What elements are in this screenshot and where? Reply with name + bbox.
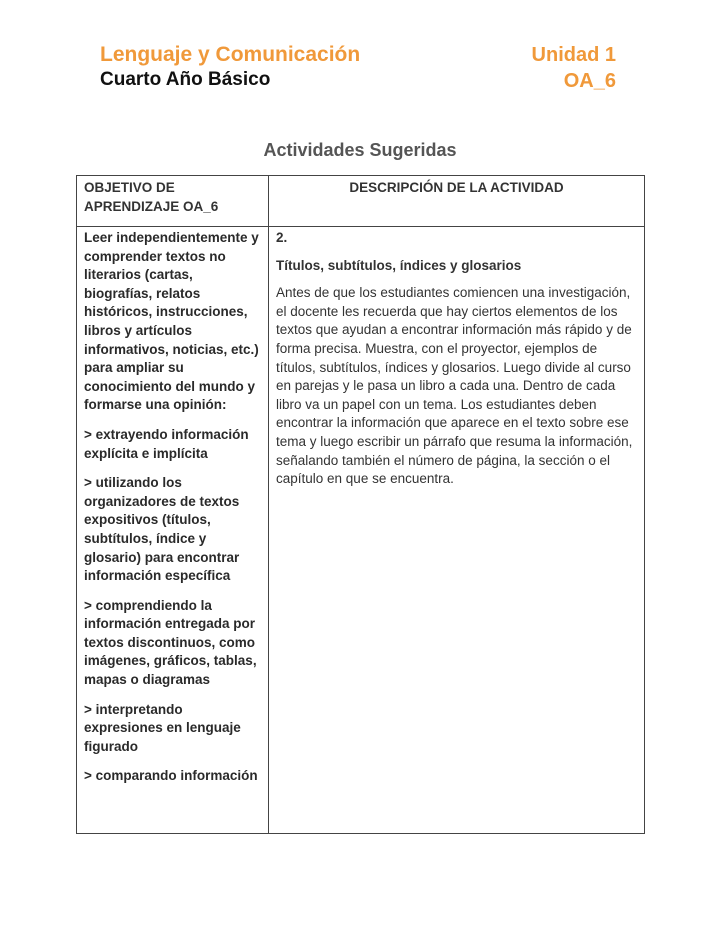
objective-cell [77, 227, 269, 834]
objective-item: > extrayendo información explícita e implícita [84, 426, 249, 461]
table-header-row [77, 176, 645, 227]
page-title: Actividades Sugeridas [263, 140, 457, 160]
document-header-right [532, 42, 616, 94]
document-header-left [100, 42, 360, 92]
subject-title: Lenguaje y Comunicación [100, 43, 361, 66]
activities-table [76, 175, 645, 834]
objective-code: OA_6 [563, 70, 616, 92]
objective-item: > utilizando los organizadores de textos expositivos (títulos, subtítulos, índice y glosario) para encontrar información específica [84, 475, 240, 584]
activity-title: Títulos, subtítulos, índices y glosarios [276, 257, 522, 273]
objective-item: > interpretando expresiones en lenguaje figurado [84, 701, 241, 754]
objective-item: > comprendiendo la información entregada por textos discontinuos, como imágenes, gráficos, tablas, mapas o diagramas [84, 597, 257, 688]
activity-number: 2. [276, 230, 288, 245]
table-row [77, 227, 645, 834]
objective-item: > comparando información [84, 768, 258, 784]
activity-description: Antes de que los estudiantes comiencen una investigación, el docente les recuerda que hay ciertos elementos de los textos que ayudan a encontrar información más rápido y de forma precisa. Muestra, con el proyector, ejemplos de títulos, subtítulos, índices y glosarios. Luego divide al curso en parejas y le pasa un libro a cada una. Dentro de cada libro va un papel con un tema. Los estudiantes deben encontrar la información que aparece en el texto sobre ese tema y luego escribir un párrafo que resuma la información, señalando también el número de página, la sección o el capítulo en que se encuentra. [276, 285, 633, 487]
column-header-objective: OBJETIVO DE APRENDIZAJE OA_6 [77, 176, 269, 227]
description-cell [269, 227, 645, 834]
objective-intro: Leer independientemente y comprender textos no literarios (cartas, biografías, relatos históricos, instrucciones, libros y artículos informativos, noticias, etc.) para ampliar su conocimiento del mundo y formarse una opinión: [84, 230, 259, 413]
column-header-description: DESCRIPCIÓN DE LA ACTIVIDAD [269, 176, 645, 227]
grade-level: Cuarto Año Básico [100, 69, 271, 90]
unit-label: Unidad 1 [531, 44, 616, 66]
